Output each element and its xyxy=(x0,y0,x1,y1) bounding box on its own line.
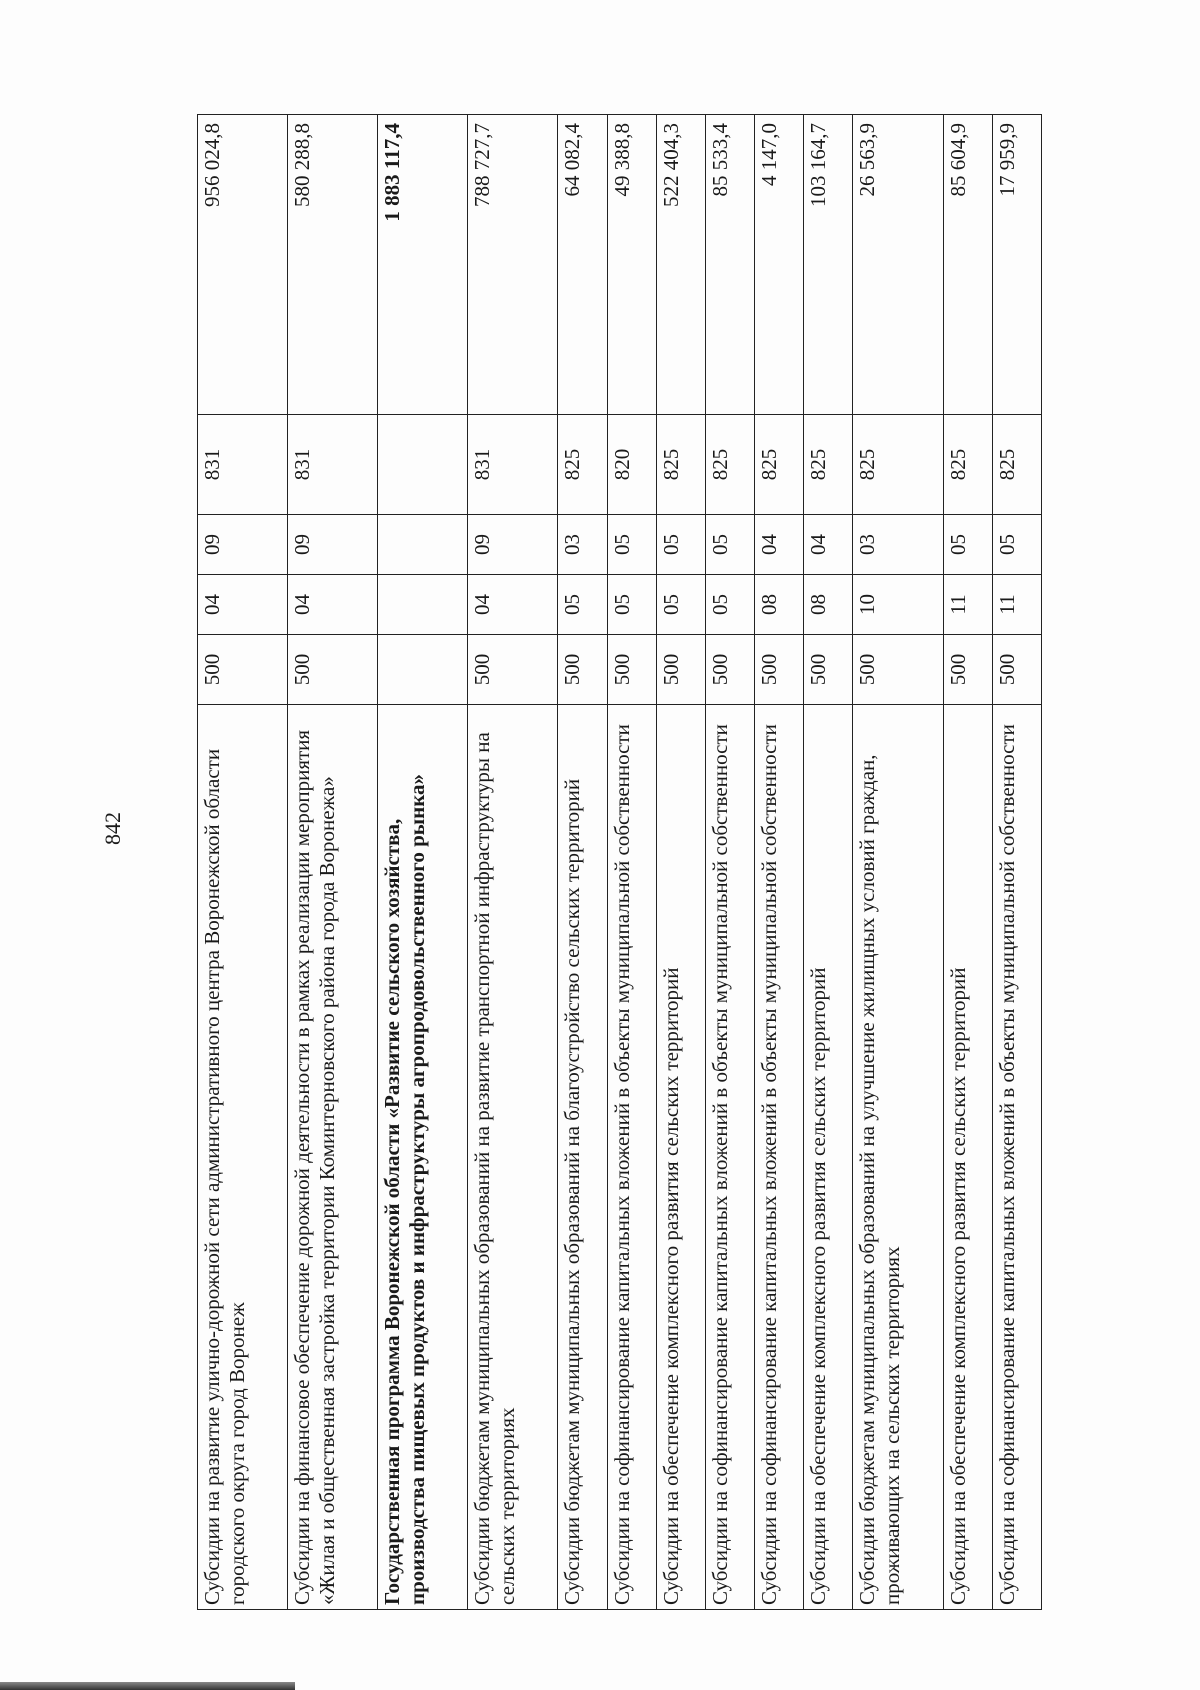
row-code-2: 04 xyxy=(198,575,288,635)
row-description: Государственная программа Воронежской области «Развитие сельского хозяйства, производства пищевых продуктов и инфраструктуры агропродовольственного рынка» xyxy=(378,705,468,1610)
row-code-1: 500 xyxy=(607,635,656,705)
row-description: Субсидии на софинансирование капитальных вложений в объекты муниципальной собственности xyxy=(705,705,754,1610)
row-code-2: 05 xyxy=(705,575,754,635)
row-code-1: 500 xyxy=(804,635,853,705)
row-code-4: 825 xyxy=(656,415,705,515)
table-row xyxy=(558,115,607,1610)
row-code-4: 825 xyxy=(992,415,1041,515)
row-code-1 xyxy=(378,635,468,705)
row-amount: 49 388,8 xyxy=(607,115,656,415)
row-code-2: 04 xyxy=(468,575,558,635)
row-code-3 xyxy=(378,515,468,575)
row-code-3: 05 xyxy=(705,515,754,575)
row-code-1: 500 xyxy=(705,635,754,705)
table-row xyxy=(705,115,754,1610)
row-amount: 522 404,3 xyxy=(656,115,705,415)
row-description: Субсидии на обеспечение комплексного развития сельских территорий xyxy=(943,705,992,1610)
row-amount: 64 082,4 xyxy=(558,115,607,415)
table-row xyxy=(853,115,943,1610)
row-description: Субсидии бюджетам муниципальных образований на развитие транспортной инфраструктуры на сельских территориях xyxy=(468,705,558,1610)
row-description: Субсидии на софинансирование капитальных вложений в объекты муниципальной собственности xyxy=(607,705,656,1610)
row-code-2: 08 xyxy=(755,575,804,635)
row-code-2 xyxy=(378,575,468,635)
row-code-3: 03 xyxy=(558,515,607,575)
row-amount: 580 288,8 xyxy=(288,115,378,415)
table-row xyxy=(992,115,1041,1610)
row-code-4: 820 xyxy=(607,415,656,515)
row-code-1: 500 xyxy=(755,635,804,705)
row-code-2: 05 xyxy=(656,575,705,635)
budget-table-body xyxy=(198,115,1042,1610)
row-code-4: 831 xyxy=(198,415,288,515)
row-code-3: 05 xyxy=(607,515,656,575)
row-code-2: 11 xyxy=(992,575,1041,635)
row-code-1: 500 xyxy=(853,635,943,705)
row-code-2: 11 xyxy=(943,575,992,635)
row-amount: 788 727,7 xyxy=(468,115,558,415)
row-code-2: 10 xyxy=(853,575,943,635)
table-row xyxy=(943,115,992,1610)
row-amount: 17 959,9 xyxy=(992,115,1041,415)
table-row xyxy=(288,115,378,1610)
row-description: Субсидии на обеспечение комплексного развития сельских территорий xyxy=(804,705,853,1610)
row-description: Субсидии на обеспечение комплексного развития сельских территорий xyxy=(656,705,705,1610)
row-amount: 26 563,9 xyxy=(853,115,943,415)
row-code-4 xyxy=(378,415,468,515)
row-amount: 103 164,7 xyxy=(804,115,853,415)
row-code-1: 500 xyxy=(468,635,558,705)
row-amount: 85 604,9 xyxy=(943,115,992,415)
row-code-3: 05 xyxy=(992,515,1041,575)
row-code-3: 09 xyxy=(198,515,288,575)
row-description: Субсидии на софинансирование капитальных вложений в объекты муниципальной собственности xyxy=(755,705,804,1610)
scan-edge-artifact xyxy=(0,1682,295,1690)
row-amount: 1 883 117,4 xyxy=(378,115,468,415)
row-code-1: 500 xyxy=(198,635,288,705)
row-code-4: 825 xyxy=(804,415,853,515)
table-row xyxy=(804,115,853,1610)
row-code-4: 825 xyxy=(558,415,607,515)
table-row xyxy=(607,115,656,1610)
row-code-4: 825 xyxy=(853,415,943,515)
row-code-1: 500 xyxy=(558,635,607,705)
row-description: Субсидии бюджетам муниципальных образований на улучшение жилищных условий граждан, проживающих на сельских территориях xyxy=(853,705,943,1610)
row-code-4: 831 xyxy=(468,415,558,515)
row-code-3: 03 xyxy=(853,515,943,575)
row-code-3: 09 xyxy=(288,515,378,575)
row-code-3: 04 xyxy=(755,515,804,575)
row-description: Субсидии на финансовое обеспечение дорожной деятельности в рамках реализации мероприятия «Жилая и общественная застройка территории Коминтерновского района города Воронежа» xyxy=(288,705,378,1610)
budget-table xyxy=(197,114,1042,1610)
row-amount: 4 147,0 xyxy=(755,115,804,415)
page-number: 842 xyxy=(100,812,125,845)
row-code-4: 825 xyxy=(705,415,754,515)
row-code-1: 500 xyxy=(992,635,1041,705)
table-row xyxy=(755,115,804,1610)
row-code-4: 831 xyxy=(288,415,378,515)
row-code-4: 825 xyxy=(755,415,804,515)
row-code-2: 05 xyxy=(607,575,656,635)
row-code-3: 04 xyxy=(804,515,853,575)
row-code-3: 05 xyxy=(656,515,705,575)
row-code-4: 825 xyxy=(943,415,992,515)
row-code-3: 05 xyxy=(943,515,992,575)
row-code-2: 05 xyxy=(558,575,607,635)
row-description: Субсидии на софинансирование капитальных вложений в объекты муниципальной собственности xyxy=(992,705,1041,1610)
table-row xyxy=(656,115,705,1610)
row-code-1: 500 xyxy=(288,635,378,705)
row-description: Субсидии бюджетам муниципальных образований на благоустройство сельских территорий xyxy=(558,705,607,1610)
budget-table-container xyxy=(197,115,1042,1610)
row-code-1: 500 xyxy=(656,635,705,705)
row-code-1: 500 xyxy=(943,635,992,705)
row-code-2: 04 xyxy=(288,575,378,635)
row-code-3: 09 xyxy=(468,515,558,575)
table-row xyxy=(468,115,558,1610)
table-row xyxy=(378,115,468,1610)
table-row xyxy=(198,115,288,1610)
row-amount: 85 533,4 xyxy=(705,115,754,415)
row-amount: 956 024,8 xyxy=(198,115,288,415)
row-code-2: 08 xyxy=(804,575,853,635)
row-description: Субсидии на развитие улично-дорожной сети административного центра Воронежской области городского округа город Воронеж xyxy=(198,705,288,1610)
